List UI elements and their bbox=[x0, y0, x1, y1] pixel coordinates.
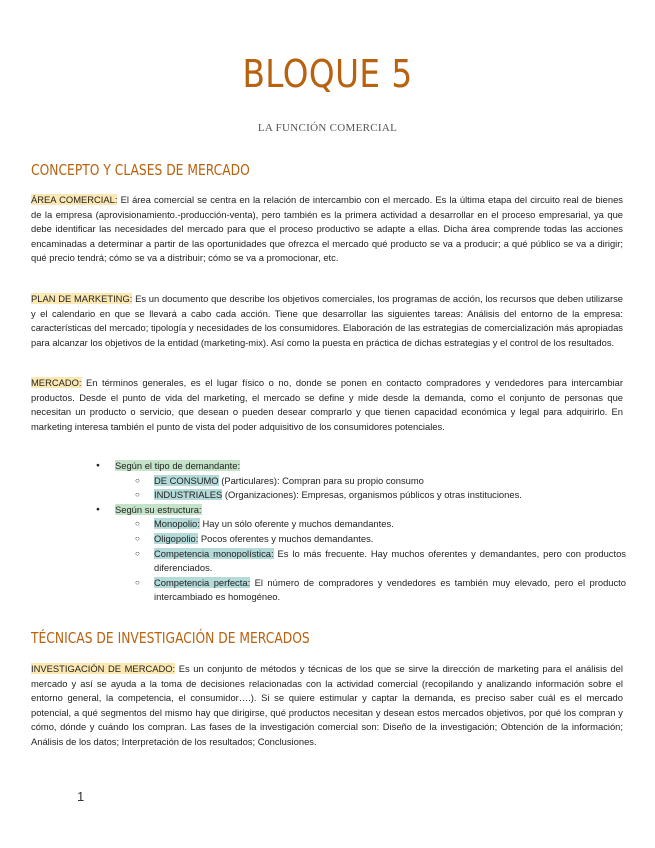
paragraph-area-comercial bbox=[31, 193, 623, 266]
list-term: Competencia perfecta: bbox=[154, 576, 251, 588]
list-term: Monopolio: bbox=[154, 518, 200, 530]
section-heading-concepto: CONCEPTO Y CLASES DE MERCADO bbox=[31, 161, 250, 179]
list-label: Según su estructura: bbox=[115, 503, 202, 515]
list-item bbox=[154, 547, 626, 576]
list-label: Según el tipo de demandante: bbox=[115, 460, 241, 471]
list-term: INDUSTRIALES bbox=[154, 489, 223, 501]
list-text: El número de compradores y vendedores es también muy elevado, pero el producto intercambiado es homogéneo. bbox=[154, 576, 627, 603]
list-text: Es lo más frecuente. Hay muchos oferentes y demandantes, pero con productos diferenciados. bbox=[154, 547, 626, 574]
paragraph-plan-marketing bbox=[31, 292, 623, 350]
paragraph-text: Es un conjunto de métodos y técnicas de los que se sirve la dirección de marketing para el análisis del mercado y así se ayuda a la toma de decisiones relacionadas con la actividad comercial (recopilando y analizando información sobre el entorno general, la competencia, el consumidor….). Si se quiere estimular y captar la demanda, es preciso saber cuál es el mercado potencial, a qué segmentos del mismo hay que dirigirse, qué productos necesitan y desean estos mercados objetivos, por qué los compran y cómo, dónde y cuándo los compran. Las fases de la investigación comercial son: Diseño de la investigación; Obtención de la información; Análisis de los datos; Interpretación de los resultados; Conclusiones. bbox=[31, 663, 623, 747]
list-term: Competencia monopolística: bbox=[154, 547, 274, 559]
term-plan-marketing: PLAN DE MARKETING: bbox=[31, 293, 133, 304]
term-mercado: MERCADO: bbox=[31, 377, 82, 388]
paragraph-text: El área comercial se centra en la relación de intercambio con el mercado. Es la última etapa del circuito real de bienes de la empresa (aprovisionamiento.-producción-venta), pero también es la primera actividad a desarrollar en el proceso empresarial, ya que debe identificar las necesidades del mercado para que el proceso productivo se adapte a ellas. Dicha área comprende todas las acciones encaminadas a determinar a partir de las oportunidades que ofrezca el mercado qué producto se va a producir; a qué público se va a dirigir; qué precio tendrá; cómo se va a distribuir; cómo se va a promocionar, etc. bbox=[31, 194, 623, 264]
list-text: Hay un sólo oferente y muchos demandantes. bbox=[199, 518, 394, 530]
paragraph-investigacion bbox=[31, 662, 623, 750]
term-area-comercial: ÁREA COMERCIAL: bbox=[31, 194, 118, 205]
list-text: Pocos oferentes y muchos demandantes. bbox=[198, 532, 374, 544]
section-heading-tecnicas: TÉCNICAS DE INVESTIGACIÓN DE MERCADOS bbox=[31, 629, 310, 647]
document-subtitle: LA FUNCIÓN COMERCIAL bbox=[257, 122, 398, 134]
sublist-demandante bbox=[115, 474, 626, 503]
paragraph-text: En términos generales, es el lugar físico o no, donde se ponen en contacto compradores y vendedores para intercambiar productos. Desde el punto de vida del marketing, el mercado se define y mide desde la demanda, como el conjunto de personas que necesitan un producto o servicio, que desean o pueden desear comprarlo y que tienen capacidad económica y legal para adquirirlo. En marketing interesa también el punto de vista del poder adquisitivo de los consumidores potenciales. bbox=[31, 377, 623, 432]
list-item bbox=[154, 474, 626, 489]
page-number: 1 bbox=[77, 789, 85, 804]
list-term: DE CONSUMO bbox=[154, 474, 219, 486]
list-text: (Organizaciones): Empresas, organismos públicos y otras instituciones. bbox=[222, 489, 522, 501]
list-item-estructura bbox=[96, 503, 626, 605]
list-item bbox=[154, 488, 626, 503]
sublist-estructura bbox=[115, 517, 626, 605]
list-text: (Particulares): Compran para su propio consumo bbox=[218, 474, 424, 486]
list-item bbox=[154, 517, 626, 532]
paragraph-text: Es un documento que describe los objetivos comerciales, los programas de acción, los recursos que deben utilizarse y el calendario en que se llevará a cabo cada acción. Tiene que desarrollar las siguientes tareas: Análisis del entorno de la empresa: características del mercado; tipología y necesidades de los consumidores. Elaboración de las estrategias de comercialización más apropiadas para alcanzar los objetivos de la entidad (marketing-mix). Así como la puesta en práctica de dichas estrategias y el control de los resultados. bbox=[31, 293, 623, 348]
document-title: BLOQUE 5 bbox=[242, 52, 413, 96]
list-term: Oligopolio: bbox=[154, 532, 199, 544]
paragraph-mercado bbox=[31, 376, 623, 434]
list-item bbox=[154, 532, 626, 547]
list-item-tipo-demandante bbox=[96, 459, 626, 503]
term-investigacion: INVESTIGACIÓN DE MERCADO: bbox=[31, 663, 176, 674]
list-item bbox=[154, 576, 626, 605]
market-classification-list bbox=[96, 459, 626, 605]
